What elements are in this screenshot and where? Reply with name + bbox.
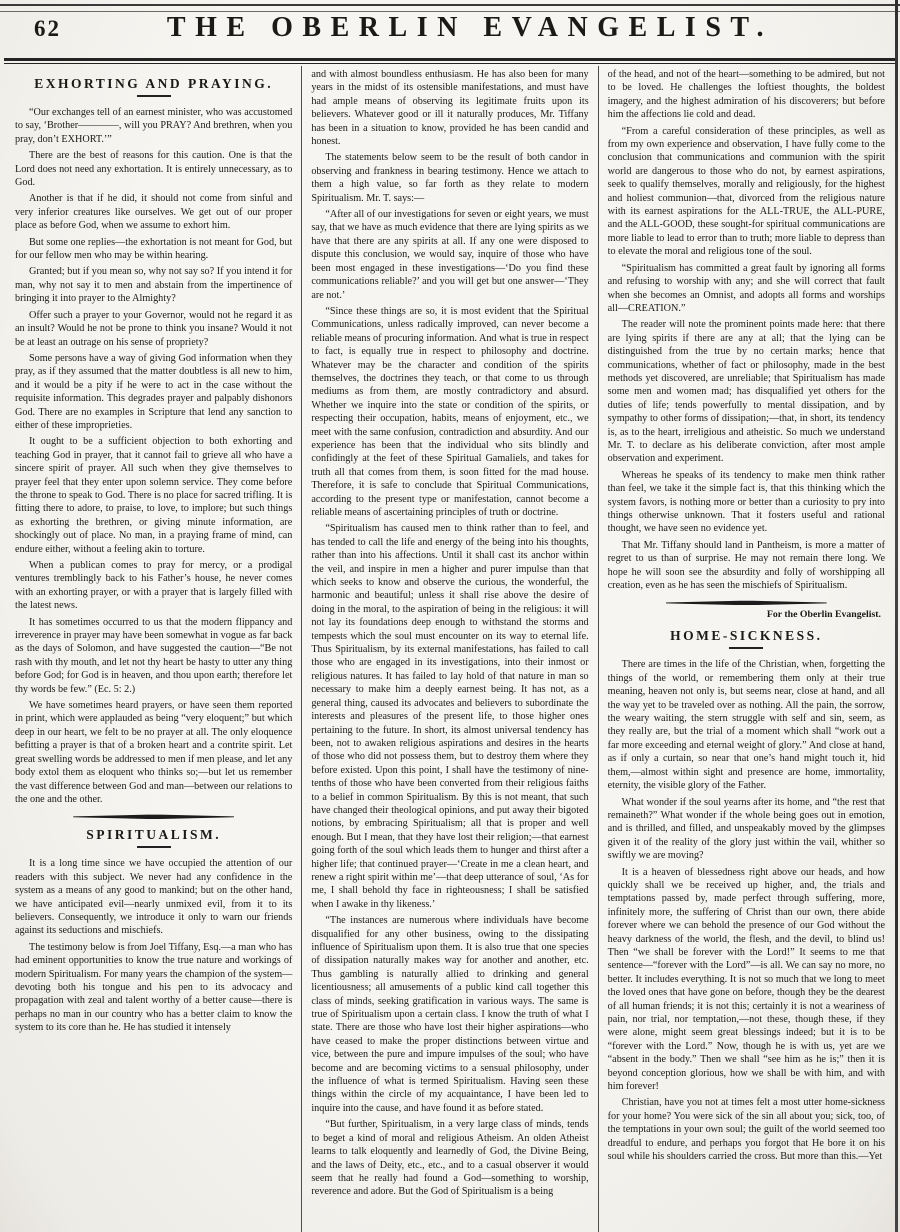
paragraph: The statements below seem to be the result of both candor in observing and frankness in bearing testimony. Hence we attach to them a high value, so far forth as they relate to modern Spiritualism. Mr. T. says:—: [311, 152, 589, 204]
paragraph: Another is that if he did, it should not come from sinful and very inferior creatures like ourselves. We get out of our proper place as before God, when we assume to exhort him.: [15, 193, 293, 232]
heading-dash: [137, 846, 171, 848]
paragraph: When a publican comes to pray for mercy, or a prodigal ventures tremblingly back to his Father’s house, he never comes with an exhorting prayer, or with a prayer that is largely filled with the latest news.: [15, 560, 293, 612]
masthead: [0, 0, 900, 56]
paragraph: “After all of our investigations for seven or eight years, we must say, that we have as much evidence that there are lying spirits as we have that there are any spirits at all. If any one were disposed to dispute this conclusion, we would say, inquire of those who have been most engaged in these investigations—‘Do you find these communications reliable?’ and you will get but one answer—‘They are not.’: [311, 209, 589, 301]
paragraph: “Spiritualism has committed a great fault by ignoring all forms and refusing to worship with any; and she will correct that fault when she becomes an Omnist, and adopts all forms and worships all—CREATION.”: [607, 262, 885, 314]
paragraph: We have sometimes heard prayers, or have seen them reported in print, which were applauded as being “very eloquent;” but which deep in our heart, we felt to be no prayer at all. The only eloquence befitting a prayer is that of a broken heart and a contrite spirit. Let great swelling words be addressed to men if men please, and let any body extol them as eloquent who thinks so;—but let us remember the vast difference between God and man—between our relations to the one and the other.: [15, 700, 293, 805]
column-center: [301, 66, 597, 1232]
paragraph: There are the best of reasons for this caution. One is that the Lord does not need any exhortation. It is entirely unnecessary, as to God.: [15, 150, 293, 189]
article-heading: SPIRITUALISM.: [86, 827, 222, 843]
paragraph: The testimony below is from Joel Tiffany, Esq.—a man who has had eminent opportunities to know the true nature and workings of modern Spiritualism. For many years the champion of the system—devoting both his tongue and his pen to its advocacy and propagation with zeal and talent worthy of a better cause—there is perhaps no man in our country who has a better claim to know the system to its core than he. He has studied it intensely: [15, 941, 293, 1034]
paragraph: of the head, and not of the heart—something to be admired, but not to be loved. He challenges the loftiest thoughts, the boldest imagery, and the highest admiration of his discoverers; but before him the affections lie cold and dead.: [607, 69, 885, 121]
paragraph: Whereas he speaks of its tendency to make men think rather than feel, we take it the simple fact is, that this thinking which the system favors, is nothing more or better than a curiosity to pry into things otherwise unknown. That it fosters useful and rational thought, we have seen no evidence yet.: [607, 469, 885, 535]
columns: [0, 64, 900, 1232]
paragraph: The reader will note the prominent points made here: that there are lying spirits if there are any at all; that the lying can be distinguished from the true by no certain marks; hence that communications, whether of fact or philosophy, made in the best methods yet discovered, are unreliable; that Spiritualism has made some men and women mad; has disqualified yet others for the duties of life; tends powerfully to mental dissipation, and by sympathy to other forms of dissipation;—that, in short, its tendency is, as to the heart, irreligious and atheistic. So much we understand Mr. T. to declare as his deliberate conviction, after most ample observation and experiment.: [607, 319, 885, 465]
section-divider: [666, 600, 827, 605]
paragraph: “Spiritualism has caused men to think rather than to feel, and has tended to call the life and energy of the being into his thoughts, rather than into his affections. Until it shall cast its anchor within the veil, and inspire in men a higher and purer impulse than that which seeks to know and observe the curious, the wonderful, the harmonic and beautiful; unless it shall rise above the desire of doing in the moral, to the aspiration of being in the religious: it will not lay its foundations deep enough to withstand the storms and tempests which the soul must encounter on its way to eternal life. Thus Spiritualism, by its external manifestations, has failed to call those who are engaged in its investigations, into their inmost or religious natures. It has failed to lay hold of that nature in man so necessary to make him a deeply earnest being. It has not, as a general thing, caused its advocates and believers to subordinate the interests and pleasures of the present life, to those higher ones pertaining to the future. In short, its almost universal tendency has been, not to awaken religious aspirations and desires in the hearts of those who did not possess them, but to destroy them where they before existed. Upon this point, I shall have the testimony of nine-tenths of those who have been converted from their religious faiths to a belief in common Spiritualism. By this is not meant, that such have changed their theological opinions, and put away their bigoted notions, by embracing Spiritualism; all that is proper and well enough. But I mean, that they have lost their religion;—that earnest going forth of the soul which leads them to hunger and thirst after a higher life; that continued prayer—‘Create in me a clean heart, and renew a right spirit within me’—that deep utterance of soul, ‘As for me, I shall behold thy face in righteousness; I shall be satisfied when I awake in thy likeness.’: [311, 523, 589, 910]
paragraph: What wonder if the soul yearns after its home, and “the rest that remaineth?” What wonder if the whole being goes out in emotion, and is thrilled, and filled, and unspeakably moved by the glimpses given it of the reality of the glory just within the vail, whither so swiftly we are moving?: [607, 796, 885, 862]
paragraph: Offer such a prayer to your Governor, would not he regard it as an insult? Would he not be prone to think you insane? Would it not be at least an outrage on his sense of propriety?: [15, 309, 293, 348]
column-left: [6, 66, 301, 1232]
byline: For the Oberlin Evangelist.: [766, 609, 881, 621]
article-heading: HOME-SICKNESS.: [670, 628, 823, 644]
article-heading: EXHORTING AND PRAYING.: [34, 76, 274, 91]
paragraph: Some persons have a way of giving God information when they pray, as if they assumed that the matter doubtless is all new to him, and it would be a pity if he were to act in the case without the requisite information. This degrades prayer and palpably dishonors God. There are no examples in Scripture that lend any sanction to either of these improprieties.: [15, 352, 293, 431]
paper-title: THE OBERLIN EVANGELIST.: [166, 12, 774, 43]
paragraph: Christian, have you not at times felt a most utter home-sickness for your home? You were sick of the sin all about you; sick, too, of the temptations in your own soul; the guilt of the world seemed too dreadful to endure, and perhaps you forgot that He bore it on his soul while his shoulders carried the cross. But more than this.—Yet: [607, 1097, 885, 1163]
paragraph: “Our exchanges tell of an earnest minister, who was accustomed to say, ‘Brother————, will you PRAY? And brethren, when you pray, don’t EXHORT.’”: [15, 107, 293, 145]
paragraph: “From a careful consideration of these principles, as well as from my own experience and observation, I have fully come to the conclusion that communications and communion with the spirit world are dangerous to those who do not, by earnest aspirations, seek to qualify themselves, morally and religiously, for the highest and holiest communion—that, divorced from the religious nature with its earnest aspirations for the ALL-TRUE, the ALL-PURE, and the ALL-GOOD, these sought-for spiritual communications are more liable to lead to error than to truth; more liable to depress than to elevate the moral and religious tone of the soul.: [607, 125, 885, 258]
paragraph: It is a heaven of blessedness right above our heads, and how quickly shall we be received up higher, and, the trials and temptations passed by, made perfect through suffering, more, infinitely more, the suffering of Christ than our own, there abide forever where we can behold the presence of our God without the heavy darkness of the world, the flesh, and the devil, to blind us! Then “we shall be forever with the Lord!” It seems to me that sentence—“forever with the Lord”—is all. We can say no more, no better. It includes everything. It is not so much that we long to meet the loved ones that have gone on before, though they be the dearest of all human friends; it is not this; certainly it is not a weariness of pain, nor trial, nor temptation,—not these, though these, if they were alone, might seem great blessings indeed; but it is to be “forever with the Lord.” Now, though he is with us, yet are we “absent in the body.” Then we shall “see him as he is;” then it is beyond conception glorious, how we shall be with him, and with him forever!: [607, 866, 885, 1093]
paragraph: It ought to be a sufficient objection to both exhorting and teaching God in prayer, that it cannot fail to grieve all who have a sincere spirit of prayer. All such when they give themselves to prayer feel that they enter upon solemn service. They come before the throne to speak to God. There is no place for sacred trifling. It is fitting there to adore, to praise, to love, to implore; but such things as exhorting the brethren, or giving minute information, are shockingly out of place. No man, in a praying frame of mind, can endure either, without a feeling akin to torture.: [15, 436, 293, 555]
page-number: 62: [34, 16, 61, 41]
section-divider: [73, 814, 234, 819]
paragraph: But some one replies—the exhortation is not meant for God, but for our fellow men who may be within hearing.: [15, 236, 293, 262]
paragraph: It has sometimes occurred to us that the modern flippancy and irreverence in prayer may have been somewhat in vogue as far back as the days of Solomon, and have suggested the caution—“Be not rash with thy mouth, and let not thy heart be hasty to utter any thing before God; for God is in heaven, and thou upon earth; therefore let thy words be few.” (Ec. 5: 2.): [15, 616, 293, 695]
heading-dash: [137, 95, 171, 97]
paragraph: and with almost boundless enthusiasm. He has also been for many years in the midst of its ostensible manifestations, and must have had ample means of observing its legitimate fruits upon its believers. Whatever good or ill it naturally produces, Mr. Tiffany has been in a situation to know, provided he has been candid and honest.: [311, 69, 589, 148]
heading-dash: [729, 647, 763, 649]
paragraph: “Since these things are so, it is most evident that the Spiritual Communications, unless radically improved, can never become a reliable means of procuring information. And what is true in respect to fact, is equally true in respect to philosophy and doctrine. Whatever may be the character and condition of the spirits themselves, the doctrines they teach, or that come to us through mediums as from them, are mostly contradictory and absurd. Whether we inquire into the state or condition of the spirits, or respecting their occupation, habits, means of enjoyment, etc., we meet with the same confusion, contradiction and absurdity. And our experience has been that the individual who sits blindly and confidingly at the feet of these Spiritual Gamaliels, and takes for truth all that comes from them, is soon fitted for the mad house. Therefore, it is safe to conclude that Spiritual Communications, according to the present type or manifestation, cannot become a reliable means of ascertaining principles of truth or doctrine.: [311, 305, 589, 518]
paragraph: Granted; but if you mean so, why not say so? If you intend it for man, why not say it to men and abstain from the impertinence of bringing it into prayer to the Almighty?: [15, 266, 293, 305]
paragraph: “But further, Spiritualism, in a very large class of minds, tends to beget a kind of moral and religious Atheism. An olden Atheist learns to talk eloquently and learnedly of God, the Divine Being, and the laws of Deity, etc., etc., and to a casual observer it would seem that he really had found a God—something to worship, reverence and adore. But the God of Spiritualism is a being: [311, 1119, 589, 1198]
paragraph: There are times in the life of the Christian, when, forgetting the things of the world, or remembering them only at their true meaning, heaven not only is, but seems near, close at hand, and all the way yet to be traveled over as nothing. All the pain, the sorrow, the weary waiting, the stern struggle with self and sin, seem, as they really are, but the trial of a moment which shall “work out a far more exceeding and eternal weight of glory.” And close at hand, as if only a curtain, so near that one’s hand might touch it, hid them,—almost within sight and presence are home, immortality, eternity, the visible glory of the Father.: [607, 659, 885, 792]
column-right: [598, 66, 894, 1232]
paragraph: “The instances are numerous where individuals have become disqualified for any other business, owing to the dissipating influence of Spiritualism upon them. It is also true that one species of dissipation naturally makes way for another and another, etc. Thus gambling is naturally allied to drinking and general licentiousness; all amusements of a public kind call together this class of minds, seeking gratification in various ways. The same is true of Spiritualism upon a certain class. I know the truth of what I state. There are those who have lost their higher aspirations—who have ceased to make the proper distinctions between virtue and vice, between the pure and impure impulses of the soul; who have become and are becoming victims to a sensual philosophy, under the influence of what is termed Spiritualism. Having seen these things within the circle of my acquaintance, I have been led to inquire into the cause, and have found it as before stated.: [311, 915, 589, 1114]
paragraph: It is a long time since we have occupied the attention of our readers with this subject. We never had any confidence in the system as a means of any good to mankind; but on the other hand, we have anticipated evil—nearly unmixed evil, from it to its believers. Consequently, we introduce it only to warn our friends against its seductions and mischiefs.: [15, 858, 293, 937]
paragraph: That Mr. Tiffany should land in Pantheism, is more a matter of regret to us than of surprise. He may not remain there long. We hope he will soon see the absurdity and folly of worshipping all creation, even as he has seen the mischiefs of Spiritualism.: [607, 539, 885, 592]
